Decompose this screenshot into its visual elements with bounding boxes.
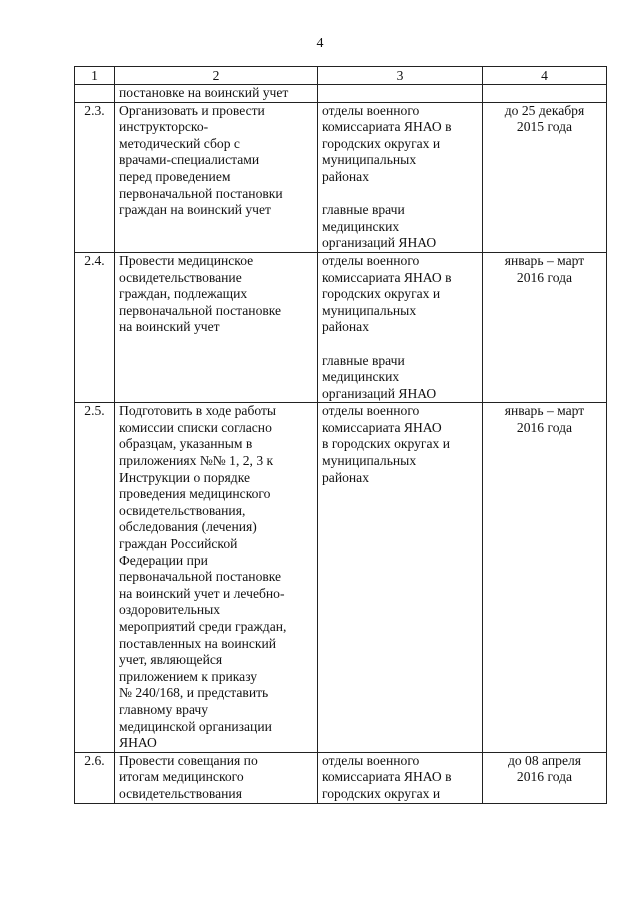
action-line: граждан на воинский учет (119, 202, 271, 218)
item-number: 2.5. (75, 403, 115, 752)
executor-cell (318, 403, 483, 752)
action-line: медицинской организации (119, 718, 272, 734)
action-cell (115, 102, 318, 252)
executor-line: районах (322, 469, 370, 485)
action-line: освидетельствование (119, 269, 242, 285)
executor-line: городских округах и (322, 135, 441, 151)
action-line: Подготовить в ходе работы (119, 403, 277, 419)
executor-line: муниципальных (322, 152, 417, 168)
table-row (75, 102, 607, 252)
action-line: перед проведением (119, 168, 231, 184)
deadline-cell (483, 752, 607, 803)
action-line: методический сбор с (119, 135, 240, 151)
action-line: первоначальной постановке (119, 569, 282, 585)
executor-line: организаций ЯНАО (322, 235, 437, 251)
executor-cell (318, 252, 483, 402)
action-line: Организовать и провести (119, 102, 265, 118)
action-line: Провести совещания по (119, 752, 258, 768)
item-number: 2.3. (75, 102, 115, 252)
action-line: на воинский учет (119, 319, 220, 335)
executor-line: муниципальных (322, 302, 417, 318)
action-line: первоначальной постановке (119, 302, 282, 318)
action-line: Инструкции о порядке (119, 469, 251, 485)
action-line: первоначальной постановки (119, 185, 283, 201)
executor-line: отделы военного (322, 752, 420, 768)
executor-line: комиссариата ЯНАО (322, 419, 442, 435)
action-line: комиссии списки согласно (119, 419, 272, 435)
activity-plan-table (74, 66, 607, 804)
deadline-line: 2016 года (516, 769, 573, 785)
action-line: проведения медицинского (119, 486, 271, 502)
executor-line: главные врачи (322, 202, 405, 218)
deadline-cell (483, 403, 607, 752)
deadline-line: до 08 апреля (507, 752, 582, 768)
executor-line: медицинских (322, 369, 400, 385)
deadline-cell (483, 252, 607, 402)
action-line: поставленных на воинский (119, 635, 277, 651)
table-row (75, 403, 607, 752)
action-line: № 240/168, и представить (119, 685, 269, 701)
action-line: главному врачу (119, 701, 209, 717)
spacer (322, 186, 478, 203)
executor-line: в городских округах и (322, 436, 450, 452)
deadline-line: 2016 года (516, 269, 573, 285)
action-line: приложениях №№ 1, 2, 3 к (119, 453, 274, 469)
continuation-num-cell (75, 85, 115, 103)
continuation-row (75, 85, 607, 103)
action-line: мероприятий среди граждан, (119, 619, 287, 634)
action-line: на воинский учет и лечебно- (119, 585, 285, 601)
action-line: итогам медицинского (119, 769, 244, 785)
executor-line: муниципальных (322, 453, 417, 469)
executor-cell (318, 102, 483, 252)
action-line: Провести медицинское (119, 252, 254, 268)
table-header-row (75, 67, 607, 85)
deadline-line: январь – март (504, 252, 585, 268)
action-cell (115, 252, 318, 402)
executor-line: отделы военного (322, 403, 420, 419)
executor-line: организаций ЯНАО (322, 385, 437, 401)
table-row (75, 252, 607, 402)
action-cell (115, 752, 318, 803)
executor-line: городских округах и (322, 286, 441, 302)
action-line: врачами-специалистами (119, 152, 260, 168)
action-line: граждан, подлежащих (119, 286, 248, 302)
column-header-4: 4 (483, 67, 607, 85)
executor-line: главные врачи (322, 352, 405, 368)
continuation-text: постановке на воинский учет (119, 85, 289, 100)
action-line: оздоровительных (119, 602, 221, 618)
deadline-line: январь – март (504, 403, 585, 419)
continuation-executor-cell (318, 85, 483, 103)
executor-line: отделы военного (322, 102, 420, 118)
executor-line: районах (322, 319, 370, 335)
action-line: обследования (лечения) (119, 519, 257, 535)
column-header-1: 1 (75, 67, 115, 85)
column-header-2: 2 (115, 67, 318, 85)
continuation-action-cell (115, 85, 318, 103)
action-cell (115, 403, 318, 752)
action-line: ЯНАО (119, 735, 157, 751)
page-number: 4 (316, 36, 324, 51)
action-line: граждан Российской (119, 536, 238, 552)
executor-line: отделы военного (322, 252, 420, 268)
action-line: инструкторско- (119, 119, 209, 135)
deadline-line: 2015 года (516, 119, 573, 135)
action-line: освидетельствования (119, 785, 242, 801)
executor-line: медицинских (322, 218, 400, 234)
executor-line: комиссариата ЯНАО в (322, 769, 452, 785)
executor-line: районах (322, 168, 370, 184)
item-number: 2.6. (75, 752, 115, 803)
action-line: освидетельствования, (119, 502, 246, 518)
deadline-line: 2016 года (516, 419, 573, 435)
action-line: учет, являющейся (119, 652, 223, 668)
spacer (322, 336, 478, 353)
executor-cell (318, 752, 483, 803)
deadline-line: до 25 декабря (504, 102, 585, 118)
table-row (75, 752, 607, 803)
executor-line: комиссариата ЯНАО в (322, 269, 452, 285)
action-line: Федерации при (119, 552, 208, 568)
executor-line: комиссариата ЯНАО в (322, 119, 452, 135)
deadline-cell (483, 102, 607, 252)
action-line: образцам, указанным в (119, 436, 253, 452)
column-header-3: 3 (318, 67, 483, 85)
item-number: 2.4. (75, 252, 115, 402)
executor-line: городских округах и (322, 785, 441, 801)
action-line: приложением к приказу (119, 668, 258, 684)
continuation-deadline-cell (483, 85, 607, 103)
